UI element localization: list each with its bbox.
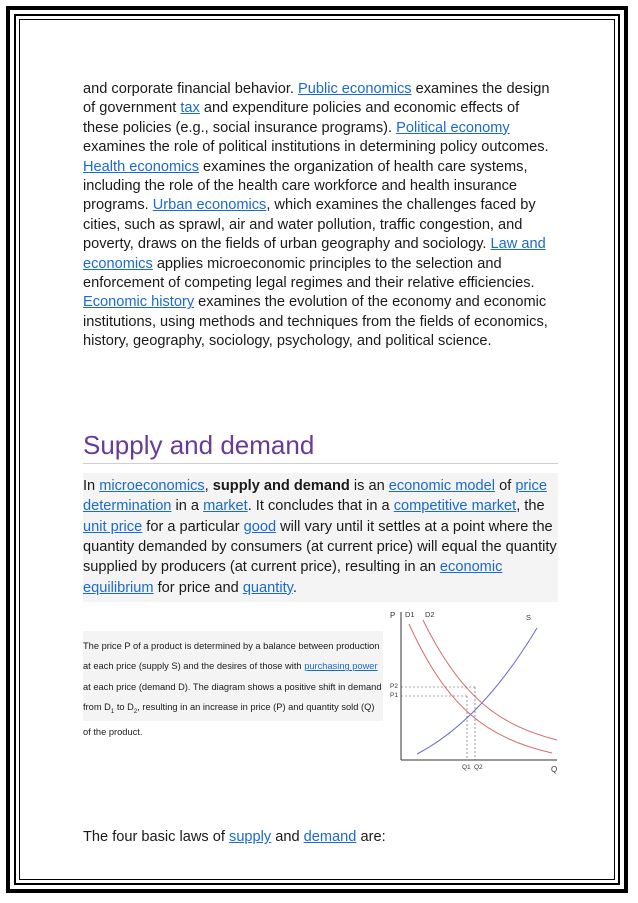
link-quantity[interactable]: quantity — [242, 579, 293, 596]
text-run: is an — [349, 477, 389, 494]
supply-demand-paragraph — [83, 476, 558, 598]
demand-curve-d2 — [423, 620, 557, 740]
text-run: examines the role of political institutions in determining policy outcomes. — [83, 139, 549, 156]
text-run: will vary until it settles at a point where the quantity demanded by consumers (at current price) will equal the quantity supplied by producers (at current price), resulting in an — [83, 518, 557, 576]
p1-label: P1 — [390, 692, 398, 700]
text-run: and corporate financial behavior. — [83, 81, 298, 97]
intro-block — [83, 473, 558, 602]
link-unit-price[interactable]: unit price — [83, 518, 143, 535]
text-run: in a — [171, 498, 204, 515]
text-run: examines the design of government — [83, 81, 550, 117]
d2-label: D2 — [425, 610, 435, 620]
text-run: and — [271, 829, 304, 846]
subscript: 2 — [133, 708, 138, 715]
text-run: In — [83, 477, 100, 494]
p2-label: P2 — [390, 683, 398, 691]
fields-paragraph — [83, 80, 558, 352]
link-economic-history[interactable]: Economic history — [83, 294, 195, 311]
text-run: examines the organization of health care systems, including the role of the health care workforce and health insurance programs. — [83, 158, 528, 214]
link-law-and-economics[interactable]: Law and economics — [83, 236, 546, 272]
figure-caption — [83, 636, 383, 742]
text-run: , which examines the challenges faced by cities, such as sprawl, air and water pollution, traffic congestion, and poverty, draws on the fields of urban geography and sociology. — [83, 197, 536, 253]
link-political-economy[interactable]: Political economy — [396, 119, 510, 136]
demand-curve-d1 — [409, 624, 552, 753]
text-run: examines the evolution of the economy and economic institutions, using methods and techniques from the fields of economics, history, geography, sociology, psychology, and political science. — [83, 294, 548, 350]
text-run: applies microeconomic principles to the selection and enforcement of competing legal regimes and their relative efficiencies. — [83, 255, 535, 292]
link-price-determination[interactable]: price determination — [83, 477, 547, 515]
text-run: at each price (demand D). The diagram shows a positive shift in demand from D — [83, 681, 382, 712]
subscript: 1 — [110, 708, 115, 715]
d1-label: D1 — [405, 610, 415, 620]
link-microeconomics[interactable]: microeconomics — [99, 477, 205, 494]
link-urban-economics[interactable]: Urban economics — [152, 197, 267, 214]
page-content — [83, 80, 558, 845]
text-run: to D — [114, 701, 134, 712]
text-run: and expenditure policies and economic effects of these policies (e.g., social insurance programs). — [83, 100, 520, 136]
figure — [83, 608, 558, 778]
bold-term: supply and demand — [212, 477, 350, 494]
link-demand[interactable]: demand — [303, 829, 357, 846]
q1-label: Q1 — [462, 764, 471, 772]
link-economic-model[interactable]: economic model — [388, 477, 496, 494]
link-public-economics[interactable]: Public economics — [298, 81, 412, 97]
p-axis-label: P — [390, 611, 396, 621]
supply-curve — [417, 628, 537, 754]
supply-demand-diagram — [387, 608, 562, 778]
text-run: are: — [356, 829, 386, 846]
s-label: S — [526, 613, 532, 623]
link-health-economics[interactable]: Health economics — [83, 158, 199, 175]
link-market[interactable]: market — [203, 498, 248, 515]
laws-intro-paragraph — [83, 829, 558, 845]
text-run: The price P of a product is determined by a balance between production at each price (supply S) and the desires of those with — [83, 641, 380, 672]
text-run: for price and — [153, 579, 243, 596]
section-heading: Supply and demand — [83, 430, 558, 464]
text-run: , the — [516, 498, 545, 515]
q-axis-label: Q — [551, 765, 558, 775]
text-run: for a particular — [142, 518, 244, 535]
link-purchasing-power[interactable]: purchasing power — [304, 661, 378, 672]
link-tax[interactable]: tax — [180, 100, 200, 117]
text-run: , — [204, 477, 213, 494]
text-run: The four basic laws of — [83, 829, 230, 846]
text-run: . — [292, 579, 297, 596]
text-run: of — [495, 477, 516, 494]
link-supply[interactable]: supply — [229, 829, 272, 846]
link-good[interactable]: good — [243, 518, 277, 535]
q2-label: Q2 — [474, 764, 483, 772]
text-run: . It concludes that in a — [247, 498, 394, 515]
link-competitive-market[interactable]: competitive market — [393, 498, 517, 515]
text-run: , resulting in an increase in price (P) and quantity sold (Q) of the product. — [83, 701, 375, 737]
link-economic-equilibrium[interactable]: economic equilibrium — [83, 559, 503, 596]
